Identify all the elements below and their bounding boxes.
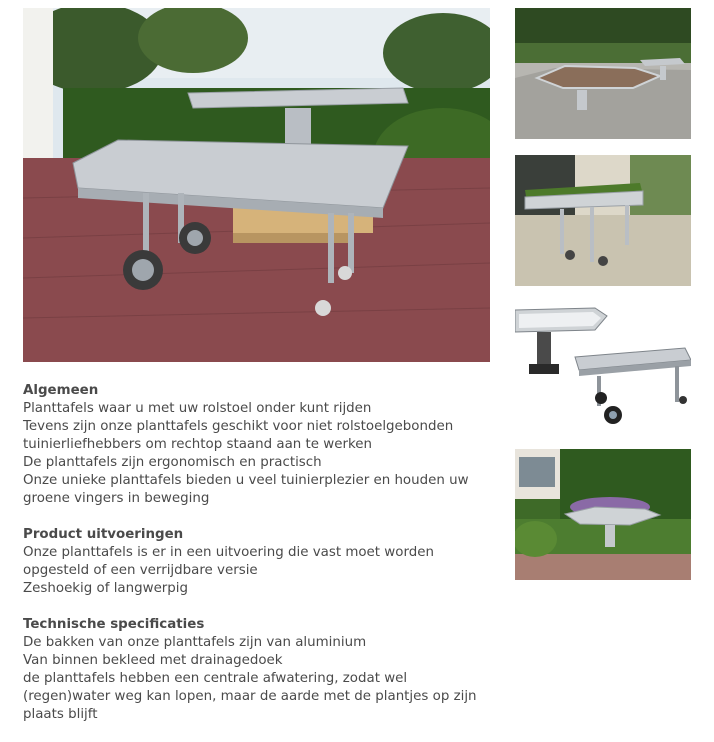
text-line: plaats blijft xyxy=(23,707,98,722)
text-line: Van binnen bekleed met drainagedoek xyxy=(23,653,283,668)
garden-table-image xyxy=(515,449,691,580)
text-line: De planttafels zijn ergonomisch en practisch xyxy=(23,455,322,470)
text-line: tuinierliefhebbers om rechtop staand aan te werken xyxy=(23,437,372,452)
text-line: Tevens zijn onze planttafels geschikt voor niet rolstoelgebonden xyxy=(23,419,454,434)
text-line: de planttafels hebben een centrale afwatering, zodat wel xyxy=(23,671,408,686)
section-algemeen xyxy=(23,382,493,508)
planted-table-image xyxy=(515,155,691,286)
text-line: opgesteld of een verrijdbare versie xyxy=(23,563,258,578)
thumbnail-planted-table[interactable] xyxy=(515,155,691,286)
section-heading: Algemeen xyxy=(23,383,99,398)
thumbnail-garden-table[interactable] xyxy=(515,449,691,580)
main-product-photo xyxy=(23,8,490,362)
thumbnail-product-cutout[interactable] xyxy=(515,302,691,433)
text-line: Zeshoekig of langwerpig xyxy=(23,581,189,596)
thumbnail-hexagonal-table[interactable] xyxy=(515,8,691,139)
section-technische-specificaties xyxy=(23,616,493,724)
wheeled-planter-image xyxy=(23,8,490,362)
section-heading: Product uitvoeringen xyxy=(23,527,184,542)
hexagonal-table-image xyxy=(515,8,691,139)
text-line: De bakken van onze planttafels zijn van aluminium xyxy=(23,635,367,650)
text-line: (regen)water weg kan lopen, maar de aarde met de plantjes op zijn xyxy=(23,689,477,704)
text-line: Onze unieke planttafels bieden u veel tuinierplezier en houden uw xyxy=(23,473,469,488)
text-line: Planttafels waar u met uw rolstoel onder kunt rijden xyxy=(23,401,372,416)
text-line: groene vingers in beweging xyxy=(23,491,210,506)
text-line: Onze planttafels is er in een uitvoering die vast moet worden xyxy=(23,545,434,560)
product-description xyxy=(23,382,493,742)
product-cutout-image xyxy=(515,302,691,433)
section-product-uitvoeringen xyxy=(23,526,493,598)
section-heading: Technische specificaties xyxy=(23,617,205,632)
